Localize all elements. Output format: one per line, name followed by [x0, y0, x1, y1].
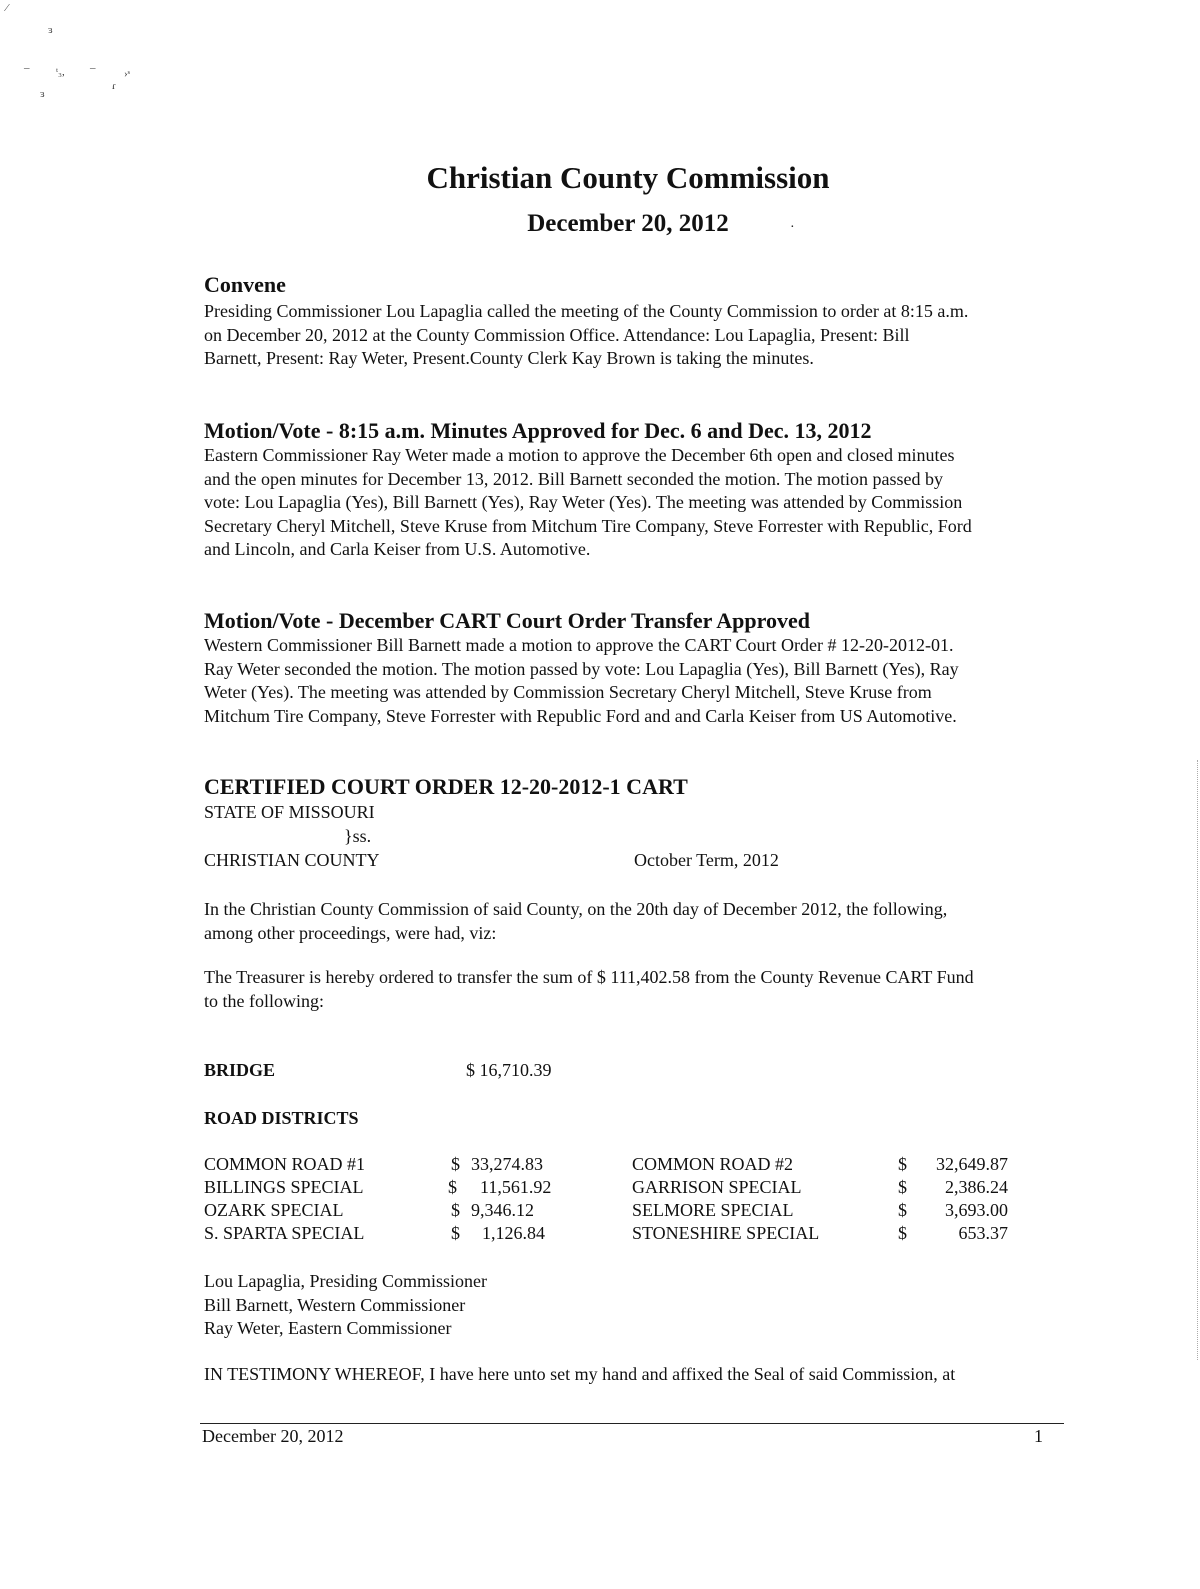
left-amount: 33,274.83	[471, 1154, 543, 1174]
scan-dot: ·	[790, 220, 795, 235]
intro-paragraph	[204, 898, 1074, 945]
motion1-line: and Lincoln, and Carla Keiser from U.S. Automotive.	[204, 539, 591, 559]
motion2-heading: Motion/Vote - December CART Court Order Transfer Approved	[204, 608, 811, 633]
left-currency: $	[448, 1177, 457, 1197]
motion2-line: Ray Weter seconded the motion. The motion passed by vote: Lou Lapaglia (Yes), Bill Barnett (Yes), Ray	[204, 658, 959, 679]
county-label: CHRISTIAN COUNTY	[204, 850, 380, 870]
right-amount: 3,693.00	[945, 1200, 1008, 1220]
signer-line: Lou Lapaglia, Presiding Commissioner	[204, 1271, 487, 1291]
page-number: 1	[1034, 1426, 1043, 1446]
court-order-heading: CERTIFIED COURT ORDER 12-20-2012-1 CART	[204, 774, 688, 799]
left-district-name: COMMON ROAD #1	[204, 1154, 366, 1174]
signer-line: Ray Weter, Eastern Commissioner	[204, 1318, 452, 1338]
motion1-line: Secretary Cheryl Mitchell, Steve Kruse from Mitchum Tire Company, Steve Forrester with Republic, Ford	[204, 515, 972, 536]
scan-edge	[1195, 760, 1198, 1360]
state-label: STATE OF MISSOURI	[204, 802, 375, 822]
intro-line: among other proceedings, were had, viz:	[204, 922, 497, 943]
document-title: Christian County Commission	[426, 160, 830, 195]
left-district-name: OZARK SPECIAL	[204, 1200, 344, 1220]
right-district-name: SELMORE SPECIAL	[632, 1200, 794, 1220]
right-district-name: COMMON ROAD #2	[632, 1154, 794, 1174]
convene-line: Barnett, Present: Ray Weter, Present.County Clerk Kay Brown is taking the minutes.	[204, 348, 814, 368]
motion2-line: Western Commissioner Bill Barnett made a motion to approve the CART Court Order # 12-20-2012-01.	[204, 635, 954, 655]
order-paragraph	[204, 966, 1074, 1013]
road-districts-label: ROAD DISTRICTS	[204, 1108, 359, 1128]
bridge-amount: $ 16,710.39	[466, 1060, 552, 1080]
signer-line: Bill Barnett, Western Commissioner	[204, 1294, 466, 1315]
footer-date: December 20, 2012	[202, 1426, 344, 1446]
left-currency: $	[451, 1223, 460, 1243]
left-amount: 1,126.84	[482, 1223, 545, 1243]
left-district-name: S. SPARTA SPECIAL	[204, 1223, 365, 1243]
testimony-line: IN TESTIMONY WHEREOF, I have here unto set my hand and affixed the Seal of said Commission, at	[204, 1364, 956, 1384]
convene-line: on December 20, 2012 at the County Commission Office. Attendance: Lou Lapaglia, Present: Bill	[204, 324, 910, 345]
right-amount: 32,649.87	[936, 1154, 1008, 1174]
left-currency: $	[451, 1154, 460, 1174]
motion2-line: Weter (Yes). The meeting was attended by Commission Secretary Cheryl Mitchell, Steve Kruse from	[204, 682, 932, 702]
convene-heading: Convene	[204, 272, 286, 297]
right-district-name: GARRISON SPECIAL	[632, 1177, 802, 1197]
signers-block	[204, 1270, 1074, 1341]
footer-rule	[200, 1423, 1064, 1424]
intro-line: In the Christian County Commission of said County, on the 20th day of December 2012, the following,	[204, 899, 948, 919]
motion1-line: Eastern Commissioner Ray Weter made a motion to approve the December 6th open and closed minutes	[204, 445, 955, 465]
motion1-paragraph	[204, 444, 1074, 562]
motion1-line: vote: Lou Lapaglia (Yes), Bill Barnett (Yes), Ray Weter (Yes). The meeting was attended by Commission	[204, 492, 963, 512]
bridge-label: BRIDGE	[204, 1060, 276, 1080]
convene-line: Presiding Commissioner Lou Lapaglia called the meeting of the County Commission to order at 8:15 a.m.	[204, 301, 969, 321]
convene-paragraph	[204, 300, 1074, 371]
order-line: to the following:	[204, 990, 324, 1011]
ss-label: }ss.	[344, 826, 372, 846]
right-district-name: STONESHIRE SPECIAL	[632, 1223, 820, 1243]
right-amount: 2,386.24	[945, 1177, 1008, 1197]
right-currency: $	[898, 1177, 907, 1197]
left-amount: 9,346.12	[471, 1200, 534, 1220]
term-label: October Term, 2012	[634, 850, 779, 870]
motion1-line: and the open minutes for December 13, 2012. Bill Barnett seconded the motion. The motion passed by	[204, 468, 944, 489]
motion2-line: Mitchum Tire Company, Steve Forrester with Republic Ford and and Carla Keiser from US Automotive.	[204, 705, 957, 726]
left-currency: $	[451, 1200, 460, 1220]
left-amount: 11,561.92	[480, 1177, 552, 1197]
right-currency: $	[898, 1223, 907, 1243]
motion1-heading: Motion/Vote - 8:15 a.m. Minutes Approved for Dec. 6 and Dec. 13, 2012	[204, 418, 872, 443]
right-currency: $	[898, 1154, 907, 1174]
right-currency: $	[898, 1200, 907, 1220]
left-district-name: BILLINGS SPECIAL	[204, 1177, 364, 1197]
motion2-paragraph	[204, 634, 1074, 728]
document-date: December 20, 2012	[527, 210, 729, 237]
document-page: ⁄ ɜ – ᵗ₃, – ›ˢ ɾ ɜ Christian County Commission December 20, 2012 · Convene Presiding Commissioner Lou Lapaglia called the meeting of the County Commission to order at 8:15 a.m. on December 20, 2012 at the County Commission Office. Attendance: Lou Lapaglia, Present: Bill Barnett, Present: Ray Weter, Present.County Clerk Kay Brown is taking the minutes. Motion/Vote - 8:15 a.m. Minutes Approved for Dec. 6 and Dec. 13, 2012 Eastern Commissioner Ray Weter made a motion to approve the December 6th open and closed minutes and the open minutes for December 13, 2012. Bill Barnett seconded the motion. The motion passed by vote: Lou Lapaglia (Yes), Bill Barnett (Yes), Ray Weter (Yes). The meeting was attended by Commission Secretary Cheryl Mitchell, Steve Kruse from Mitchum Tire Company, Steve Forrester with Republic, Ford and Lincoln, and Carla Keiser from U.S. Automotive. Motion/Vote - December CART Court Order Transfer Approved Western Commissioner Bill Barnett made a motion to approve the CART Court Order # 12-20-2012-01. Ray Weter seconded the motion. The motion passed by vote: Lou Lapaglia (Yes), Bill Barnett (Yes), Ray Weter (Yes). The meeting was attended by Commission Secretary Cheryl Mitchell, Steve Kruse from Mitchum Tire Company, Steve Forrester with Republic Ford and and Carla Keiser from US Automotive. CERTIFIED COURT ORDER 12-20-2012-1 CART STATE OF MISSOURI }ss. CHRISTIAN COUNTY October Term, 2012 In the Christian County Commission of said County, on the 20th day of December 2012, the following, among other proceedings, were had, viz: The Treasurer is hereby ordered to transfer the sum of $ 111,402.58 from the County Revenue CART Fund to the following: BRIDGE $ 16,710.39 ROAD DISTRICTS COMMON ROAD #1 $ 33,274.83 COMMON ROAD #2 $ 32,649.87 BILLINGS SPECIAL $ 11,561.92 GARRISON SPECIAL $ 2,386.24 OZARK SPECIAL $ 9,346.12 SELMORE SPECIAL $ 3,693.00 S. SPARTA SPECIAL $ 1,126.84 STONESHIRE SPECIAL $ 653.37 Lou Lapaglia, Presiding Commissioner Bill Barnett, Western Commissioner Ray Weter, Eastern Commissioner IN TESTIMONY WHEREOF, I have here unto set my hand and affixed the Seal of said Commission, at December 20, 2012 1	[0, 0, 1200, 1589]
right-amount: 653.37	[958, 1223, 1008, 1243]
order-line: The Treasurer is hereby ordered to transfer the sum of $ 111,402.58 from the County Revenue CART Fund	[204, 967, 974, 987]
